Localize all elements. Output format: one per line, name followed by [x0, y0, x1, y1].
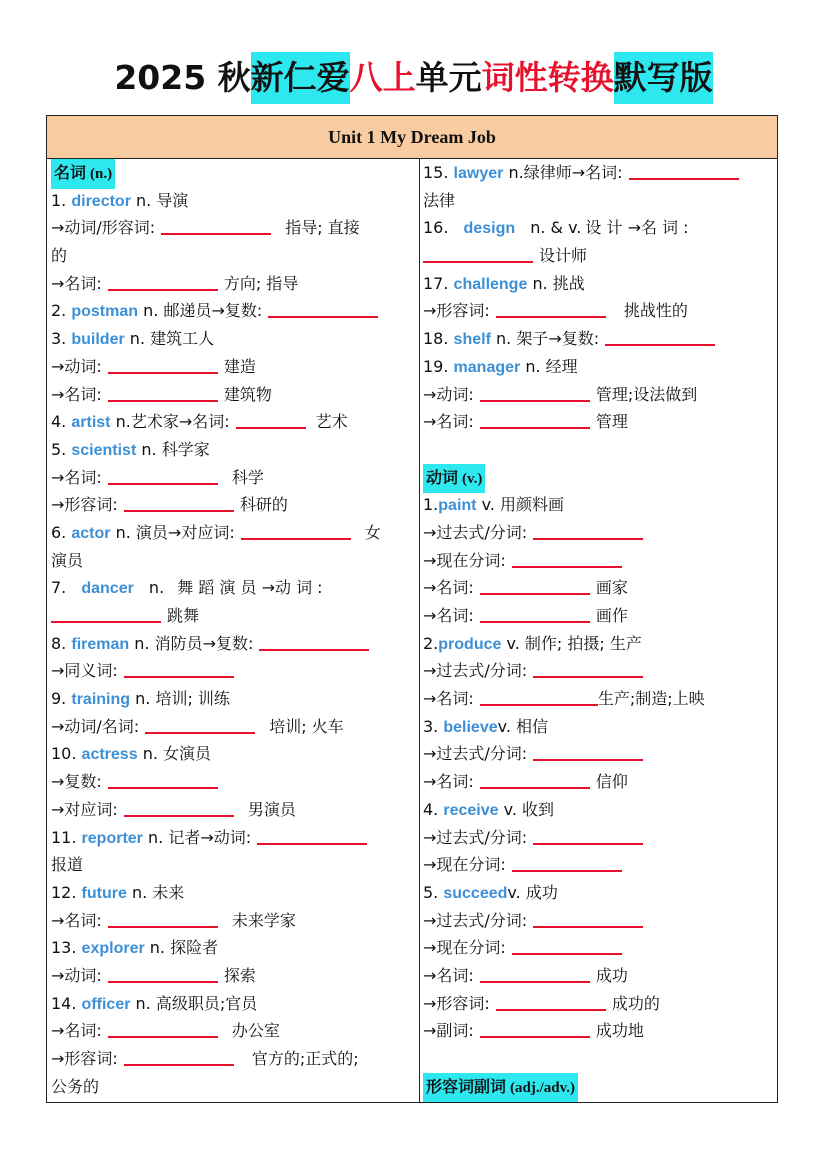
answer-blank[interactable] — [480, 965, 590, 983]
left-column: 名词 (n.) 1. director n. 导演 →动词/形容词: 指导; 直接 的 →名词: 方向; 指导 2. postman n. 邮递员→复数: 3. builder n. 建筑工人 →动词: 建造 →名词: 建筑物 4. artist n.艺术家→名词: 艺术 5. scientist n. 科学家 →名词: 科学 →形容词: 科研的 6. actor n. 演员→对应词: 女 演员 7. dancer n. 舞 蹈 演 员 →动 词 : 跳舞 8. fireman n. 消防员→复数: →同义词: 9. training n. 培训; 训练 →动词/名词: 培训; 火车 10. actress n. 女演员 →复数: →对应词: 男演员 11. reporter n. 记者→动词: 报道 12. future n. 未来 →名词: 未来学家 13. explorer n. 探险者 →动词: 探索 14. officer n. 高级职员;官员 →名词: 办公室 →形容词: 官方的;正式的; 公务的 — [51, 159, 417, 1102]
unit-header: Unit 1 My Dream Job — [47, 116, 777, 159]
entry-word: artist — [71, 414, 111, 432]
entry-word: reporter — [81, 829, 143, 847]
entry-word: design — [463, 220, 516, 238]
answer-blank[interactable] — [533, 660, 643, 678]
answer-blank[interactable] — [512, 550, 622, 568]
answer-blank[interactable] — [423, 245, 533, 263]
entry: 15. lawyer n.绿律师→名词: — [423, 159, 775, 187]
answer-blank[interactable] — [124, 799, 234, 817]
answer-blank[interactable] — [480, 1020, 590, 1038]
answer-blank[interactable] — [512, 854, 622, 872]
section-verbs: 动词 (v.) — [423, 464, 485, 494]
title-unit: 单元 — [415, 58, 482, 97]
entry: 8. fireman n. 消防员→复数: — [51, 630, 417, 658]
entry: 4. artist n.艺术家→名词: 艺术 — [51, 412, 348, 432]
section-adjectives-adverbs: 形容词副词 (adj./adv.) — [423, 1073, 578, 1102]
answer-blank[interactable] — [108, 384, 218, 402]
entry: 11. reporter n. 记者→动词: — [51, 824, 417, 852]
entry-word: shelf — [453, 331, 491, 349]
entry-word: lawyer — [453, 165, 504, 182]
answer-blank[interactable] — [145, 716, 255, 734]
entry: 12. future n. 未来 — [51, 882, 185, 902]
answer-blank[interactable] — [480, 384, 590, 402]
answer-blank[interactable] — [124, 660, 234, 678]
answer-blank[interactable] — [259, 633, 369, 651]
entry: 5. scientist n. 科学家 — [51, 439, 210, 459]
right-column: 15. lawyer n.绿律师→名词: 法律 16. design n. & v. 设 计 →名 词 : 设计师 17. challenge n. 挑战 →形容词: 挑战性的 18. shelf n. 架子→复数: 19. manager n. 经理 →动词: 管理;设法做到 →名词: 管理 动词 (v.) 1.paint v. 用颜料画 →过去式/分词: →现在分词: →名词: 画家 →名词: 画作 2.produce v. 制作; 拍摄; 生产 →过去式/分词: →名词: 生产;制造;上映 3. believev. 相信 →过去式/分词: →名词: 信仰 4. receive v. 收到 →过去式/分词: →现在分词: 5. succeedv. 成功 →过去式/分词: →现在分词: →名词: 成功 →形容词: 成功的 →副词: 成功地 形容词副词 (adj./adv.) — [423, 159, 775, 1102]
entry-word: paint — [438, 497, 477, 515]
entry-word: dancer — [81, 580, 134, 598]
entry: 4. receive v. 收到 — [423, 799, 555, 819]
entry: 9. training n. 培训; 训练 — [51, 689, 230, 709]
entry: 7. dancer n. 舞 蹈 演 员 →动 词 : — [51, 578, 323, 598]
entry-word: succeed — [443, 884, 508, 902]
entry: 1.paint v. 用颜料画 — [423, 495, 564, 515]
entry: 10. actress n. 女演员 — [51, 744, 212, 764]
entry: 2.produce v. 制作; 拍摄; 生产 — [423, 633, 642, 653]
answer-blank[interactable] — [480, 605, 590, 623]
answer-blank[interactable] — [629, 162, 739, 180]
entry-word: believe — [443, 718, 498, 736]
answer-blank[interactable] — [108, 771, 218, 789]
answer-blank[interactable] — [124, 1048, 234, 1066]
answer-blank[interactable] — [533, 522, 643, 540]
entry: 14. officer n. 高级职员;官员 — [51, 993, 258, 1013]
entry-word: postman — [71, 303, 139, 321]
answer-blank[interactable] — [124, 494, 234, 512]
entry: 19. manager n. 经理 — [423, 356, 578, 376]
entry: 3. builder n. 建筑工人 — [51, 329, 215, 349]
entry: 6. actor n. 演员→对应词: 女 — [51, 522, 381, 542]
entry-word: actress — [81, 746, 138, 764]
title-grade: 八上 — [349, 58, 416, 97]
answer-blank[interactable] — [605, 328, 715, 346]
title-edition: 新仁爱 — [251, 52, 350, 104]
answer-blank[interactable] — [241, 522, 351, 540]
answer-blank[interactable] — [533, 827, 643, 845]
entry-word: explorer — [81, 940, 145, 958]
entry-word: fireman — [71, 635, 130, 653]
entry: 5. succeedv. 成功 — [423, 882, 558, 902]
answer-blank[interactable] — [257, 827, 367, 845]
entry: 18. shelf n. 架子→复数: — [423, 325, 775, 353]
entry-word: training — [71, 691, 131, 709]
entry-word: manager — [453, 358, 521, 376]
entry: 13. explorer n. 探险者 — [51, 938, 219, 958]
entry-word: challenge — [453, 275, 528, 293]
entry-word: officer — [81, 995, 131, 1013]
answer-blank[interactable] — [533, 743, 643, 761]
worksheet-table — [46, 115, 778, 1103]
entry-word: receive — [443, 801, 499, 819]
section-nouns: 名词 (n.) — [51, 159, 115, 189]
title-version: 默写版 — [614, 52, 713, 104]
page-title — [0, 52, 827, 104]
answer-blank[interactable] — [108, 467, 218, 485]
answer-blank[interactable] — [512, 937, 622, 955]
answer-blank[interactable] — [480, 411, 590, 429]
entry: 17. challenge n. 挑战 — [423, 273, 585, 293]
entry-word: scientist — [71, 441, 137, 459]
answer-blank[interactable] — [108, 965, 218, 983]
entry: 16. design n. & v. 设 计 →名 词 : — [423, 218, 689, 238]
title-year: 2025 秋 — [114, 58, 251, 97]
entry-word: produce — [438, 635, 502, 653]
entry: 1. director n. 导演 — [51, 190, 189, 210]
entry: 3. believev. 相信 — [423, 716, 549, 736]
answer-blank[interactable] — [533, 910, 643, 928]
answer-blank[interactable] — [108, 273, 218, 291]
answer-blank[interactable] — [496, 300, 606, 318]
answer-blank[interactable] — [480, 577, 590, 595]
column-divider — [419, 159, 420, 1102]
entry-word: director — [71, 192, 131, 210]
title-topic: 词性转换 — [481, 58, 614, 97]
answer-blank[interactable] — [480, 688, 598, 706]
answer-blank[interactable] — [496, 993, 606, 1011]
answer-blank[interactable] — [108, 910, 218, 928]
entry: 2. postman n. 邮递员→复数: — [51, 297, 417, 325]
answer-blank[interactable] — [51, 605, 161, 623]
answer-blank[interactable] — [236, 411, 306, 429]
entry-word: actor — [71, 524, 111, 542]
entry-word: builder — [71, 331, 125, 349]
answer-blank[interactable] — [108, 1020, 218, 1038]
entry-word: future — [81, 884, 127, 902]
answer-blank[interactable] — [108, 356, 218, 374]
answer-blank[interactable] — [480, 771, 590, 789]
answer-blank[interactable] — [268, 300, 378, 318]
answer-blank[interactable] — [161, 217, 271, 235]
